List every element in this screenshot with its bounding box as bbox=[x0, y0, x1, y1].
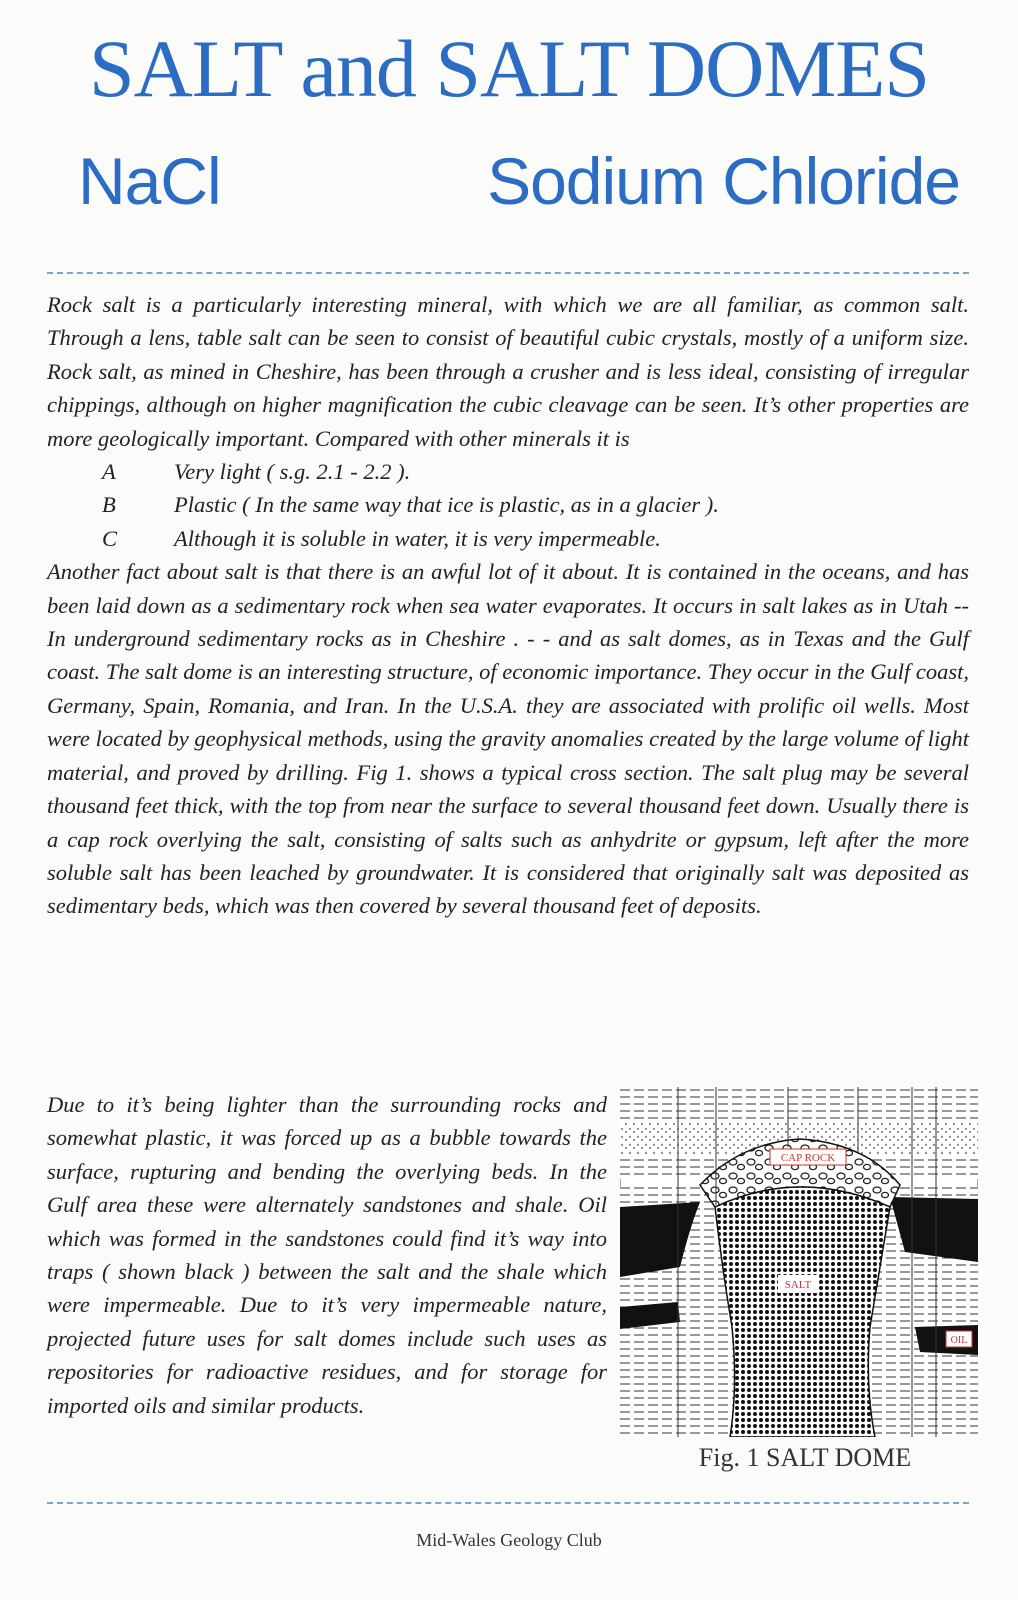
article-body bbox=[47, 288, 969, 923]
shale-bed-top bbox=[620, 1087, 978, 1123]
chemical-name: Sodium Chloride bbox=[487, 144, 960, 218]
property-text: Plastic ( In the same way that ice is plastic, as in a glacier ). bbox=[174, 492, 719, 518]
property-text: Very light ( s.g. 2.1 - 2.2 ). bbox=[174, 459, 411, 485]
property-item bbox=[102, 522, 969, 555]
property-letter: C bbox=[102, 525, 118, 551]
figure-caption: Fig. 1 SALT DOME bbox=[698, 1443, 912, 1472]
third-paragraph: Due to it’s being lighter than the surrounding rocks and somewhat plastic, it was forced up as a bubble towards the surface, rupturing and bending the overlying beds. In the Gulf area these were alternately sandstones and shale. Oil which was formed in the sandstones could find it’s way into traps ( shown black ) between the salt and the shale which were impermeable. Due to it’s very impermeable nature, projected future uses for salt domes include such uses as repositories for radioactive residues, and for storage for imported oils and similar products. bbox=[47, 1092, 607, 1418]
property-text: Although it is soluble in water, it is very impermeable. bbox=[174, 525, 661, 551]
property-item bbox=[102, 455, 969, 488]
chemical-formula: NaCl bbox=[78, 144, 221, 218]
salt-plug bbox=[715, 1187, 890, 1437]
property-item bbox=[102, 488, 969, 521]
property-letter: B bbox=[102, 492, 116, 518]
cap-rock-label: CAP ROCK bbox=[780, 1152, 836, 1164]
second-paragraph: Another fact about salt is that there is an awful lot of it about. It is contained in the oceans, and has been laid down as a sedimentary rock when sea water evaporates. It occurs in salt lakes as in Utah -- In underground sedimentary rocks as in Cheshire . - - and as salt domes, as in Texas and the Gulf coast. The salt dome is an interesting structure, of economic importance. They occur in the Gulf coast, Germany, Spain, Romania, and Iran. In the U.S.A. they are associated with prolific oil wells. Most were located by geophysical methods, using the gravity anomalies created by the large volume of light material, and proved by drilling. Fig 1. shows a typical cross section. The salt plug may be several thousand feet thick, with the top from near the surface to several thousand feet down. Usually there is a cap rock overlying the salt, consisting of salts such as anhydrite or gypsum, left after the more soluble salt has been leached by groundwater. It is considered that originally salt was deposited as sedimentary beds, which was then covered by several thousand feet of deposits. bbox=[47, 559, 969, 919]
top-divider bbox=[47, 272, 969, 274]
properties-list bbox=[47, 455, 969, 555]
oil-label: OIL bbox=[950, 1335, 968, 1346]
intro-paragraph: Rock salt is a particularly interesting mineral, with which we are all familiar, as common salt. Through a lens, table salt can be seen to consist of beautiful cubic crystals, mostly of a uniform size. Rock salt, as mined in Cheshire, has been through a crusher and is less ideal, consisting of irregular chippings, although on higher magnification the cubic cleavage can be seen. It’s other properties are more geologically important. Compared with other minerals it is bbox=[47, 292, 969, 451]
salt-dome-diagram bbox=[620, 1087, 978, 1437]
salt-label: SALT bbox=[784, 1279, 812, 1291]
bottom-divider bbox=[47, 1502, 969, 1504]
page-title: SALT and SALT DOMES bbox=[89, 23, 929, 114]
salt-dome-figure bbox=[620, 1087, 978, 1479]
footer-credit: Mid-Wales Geology Club bbox=[416, 1530, 602, 1550]
property-letter: A bbox=[102, 459, 116, 485]
